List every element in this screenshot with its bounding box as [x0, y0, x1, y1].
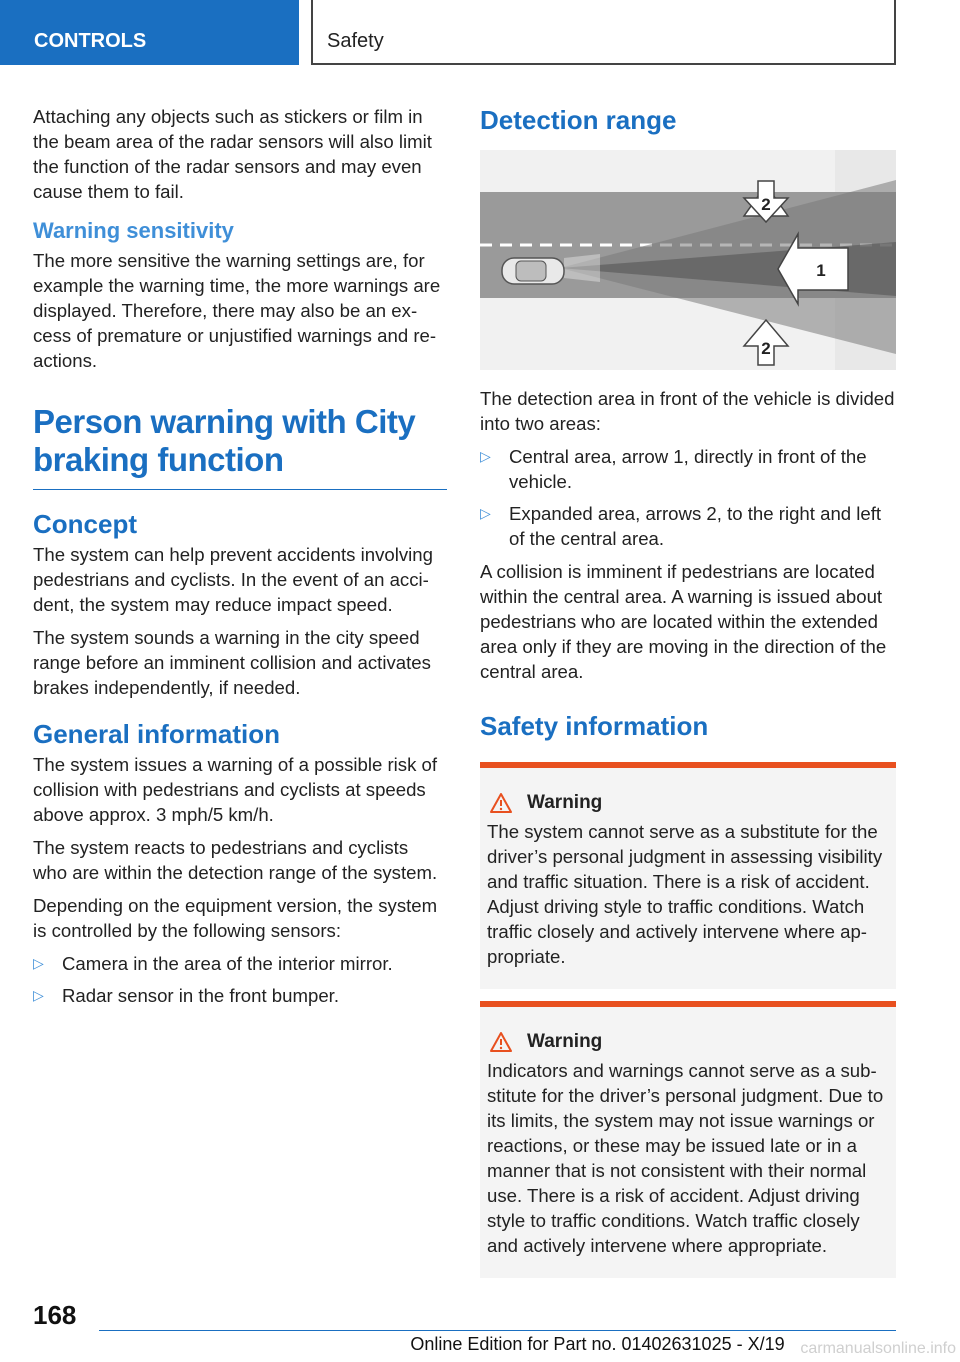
detection-paragraph-2: A collision is imminent if pedestrians are located within the central area. A warning is issued about pedestrians who are located within the extended area only if they are moving in the direction of the central area.	[480, 561, 887, 682]
warning-text: The system cannot serve as a substitute for the driver’s personal judgment in assessing visibility and traffic situation. There is a risk of accident. Adjust driving style to traffic conditions. Watch traffic closely and actively intervene where appropriate.	[487, 821, 883, 967]
triangle-bullet-icon: ▷	[480, 505, 491, 521]
edition-footer: Online Edition for Part no. 01402631025 - X/19	[410, 1334, 785, 1354]
warning-title	[487, 1029, 888, 1054]
list-item	[33, 951, 447, 976]
warning-title-text: Warning	[527, 1031, 603, 1052]
warning-title	[487, 790, 888, 815]
page-number: 168	[33, 1300, 77, 1330]
general-paragraph-1: The system issues a warning of a possible risk of collision with pedestrians and cyclists at speeds above approx. 3 mph/5 km/h.	[33, 754, 438, 825]
detection-range-heading: Detection range	[480, 105, 677, 135]
left-column	[33, 104, 447, 1016]
intro-paragraph: Attaching any objects such as stickers or film in the beam area of the radar sensors will also limit the function of the radar sensors and may even cause them to fail.	[33, 106, 432, 202]
list-item-text: Expanded area, arrows 2, to the right and left of the central area.	[509, 503, 882, 549]
warning-sensitivity-heading: Warning sensitivity	[33, 218, 234, 243]
general-paragraph-2: The system reacts to pedestrians and cyclists who are within the detection range of the system.	[33, 837, 438, 883]
list-item	[480, 444, 896, 494]
svg-text:2: 2	[761, 195, 771, 214]
general-paragraph-3: Depending on the equipment version, the system is controlled by the following sensors:	[33, 895, 438, 941]
concept-paragraph-1: The system can help prevent accidents involving pedestrians and cyclists. In the event of an accident, the system may reduce impact speed.	[33, 544, 433, 615]
chapter-title: Safety	[311, 0, 896, 65]
triangle-bullet-icon: ▷	[33, 987, 44, 1003]
detection-diagram	[480, 150, 896, 370]
triangle-bullet-icon: ▷	[480, 448, 491, 464]
list-item	[33, 983, 447, 1008]
concept-heading: Concept	[33, 509, 137, 539]
detection-area-list	[480, 444, 896, 551]
warning-text: Indicators and warnings cannot serve as a substitute for the driver’s personal judgment. Due to its limits, the system may not issue warnings or reactions, or these may be issued late or in a manner that is not consistent with their normal use. There is a risk of accident. Adjust driving style to traffic conditions. Watch traffic closely and actively intervene where appropriate.	[487, 1060, 884, 1256]
detection-paragraph-1: The detection area in front of the vehicle is divided into two areas:	[480, 388, 895, 434]
warning-sensitivity-text: The more sensitive the warning settings are, for example the warning time, the more warnings are displayed. Therefore, there may also be an excess of premature or unjustified warnings and reactions.	[33, 250, 441, 371]
warning-triangle-icon	[489, 792, 513, 814]
sensor-list	[33, 951, 447, 1008]
svg-text:2: 2	[761, 339, 771, 358]
safety-information-heading: Safety information	[480, 711, 709, 741]
right-column	[480, 104, 896, 1290]
section-tab[interactable]: CONTROLS	[0, 0, 299, 65]
watermark: carmanualsonline.info	[800, 1340, 956, 1357]
warning-triangle-icon	[489, 1031, 513, 1053]
triangle-bullet-icon: ▷	[33, 955, 44, 971]
svg-text:1: 1	[816, 261, 826, 280]
list-item-text: Central area, arrow 1, directly in front of the vehicle.	[509, 446, 867, 492]
warning-box	[480, 762, 896, 989]
car-icon	[502, 258, 564, 284]
warning-box	[480, 1001, 896, 1278]
general-information-heading: General information	[33, 719, 281, 749]
list-item-text: Radar sensor in the front bumper.	[62, 985, 339, 1006]
detection-range-figure	[480, 150, 896, 370]
list-item-text: Camera in the area of the interior mirror.	[62, 953, 393, 974]
concept-paragraph-2: The system sounds a warning in the city speed range before an imminent collision and activates brakes independently, if needed.	[33, 627, 431, 698]
page-title: Person warning with City braking function	[33, 403, 447, 490]
warning-title-text: Warning	[527, 792, 603, 813]
footer-divider	[99, 1330, 896, 1331]
list-item	[480, 501, 896, 551]
